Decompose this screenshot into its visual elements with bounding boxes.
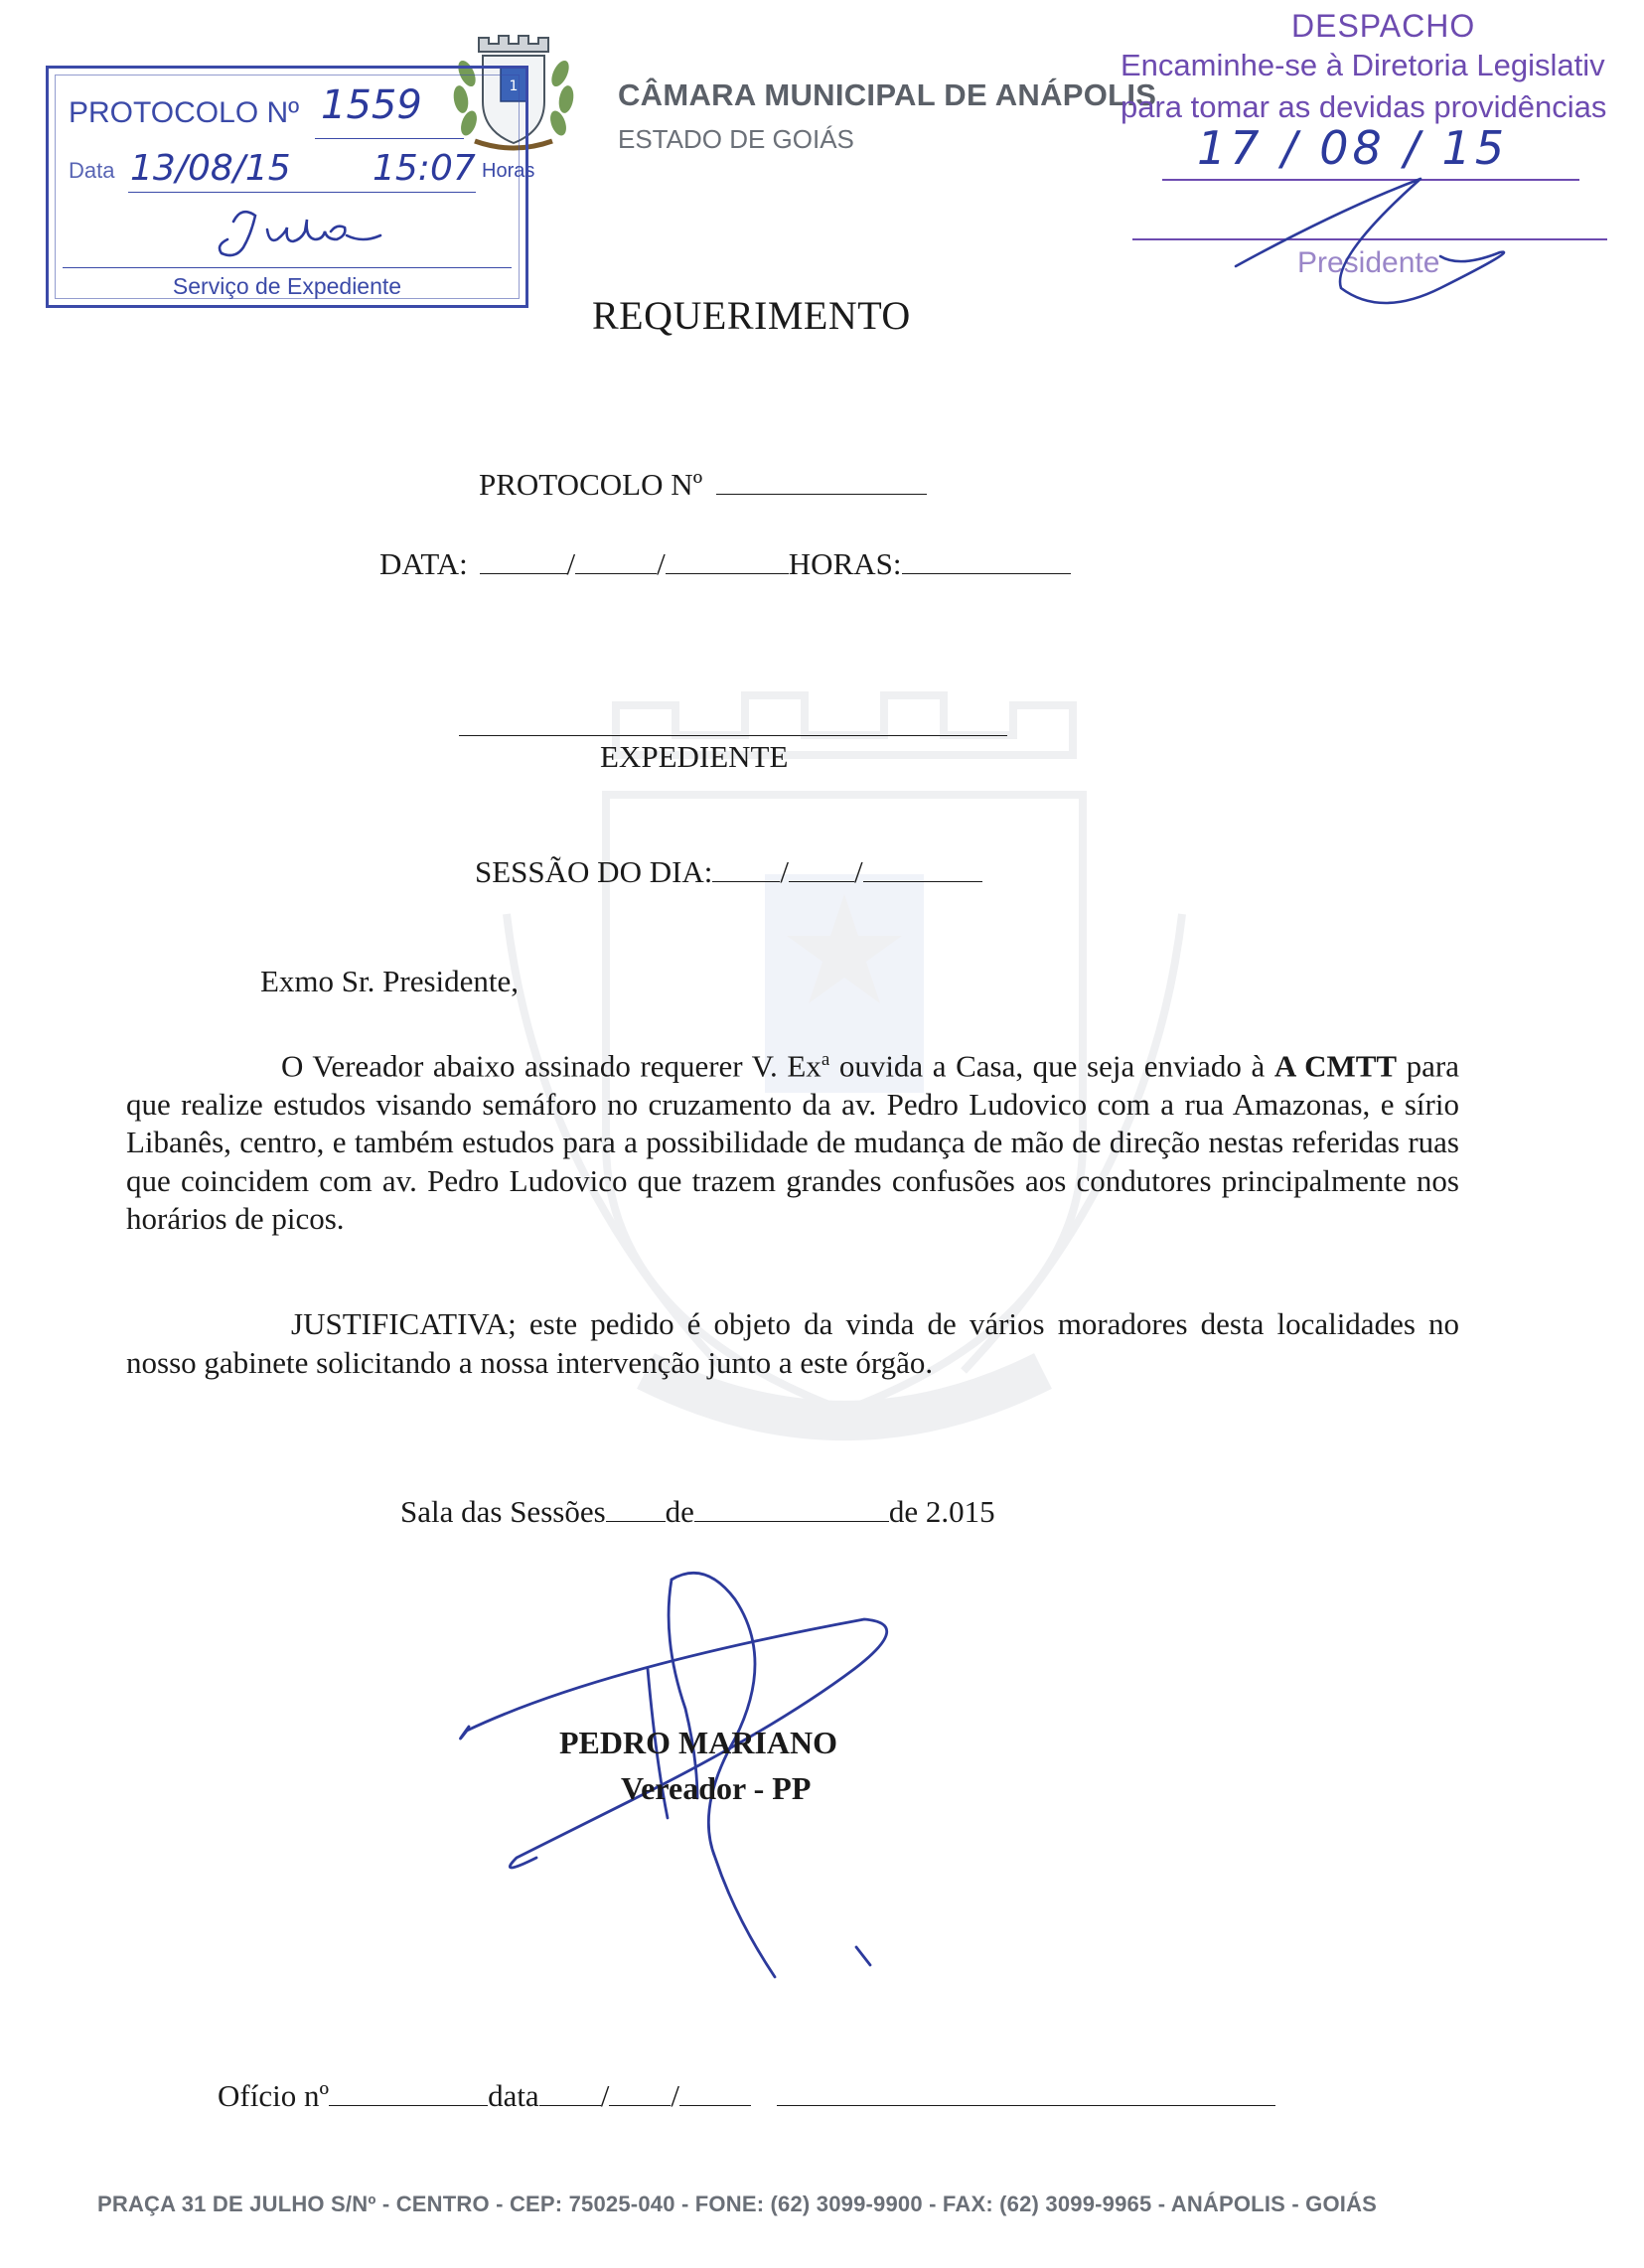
date-hours-field: DATA: / / HORAS: xyxy=(379,546,1071,582)
stamp-time-value: 15:07 xyxy=(373,148,476,189)
stamp-signature xyxy=(198,200,436,269)
place-year: de 2.015 xyxy=(888,1494,995,1529)
protocol-stamp xyxy=(46,66,535,308)
despacho-signature xyxy=(1222,169,1520,338)
stamp-protocol-label: PROTOCOLO Nº xyxy=(69,96,300,129)
despacho-instruction-line1: Encaminhe-se à Diretoria Legislativ xyxy=(1121,48,1605,82)
request-paragraph: O Vereador abaixo assinado requerer V. Ex$^a$ ouvida a Casa, que seja enviado à A CMTT para que realize estudos visando semáforo no cruzamento da av. Pedro Ludovico com a rua Amazonas, e sírio Libanês, centro, e também estudos para a possibilidade de mudança de mão de direção nestas referidas ruas que coincidem com av. Pedro Ludovico que trazem grandes confusões aos condutores principalmente nos horários de picos. xyxy=(126,1048,1459,1237)
stamp-hours-label: Horas xyxy=(482,160,535,182)
protocol-field-blank xyxy=(716,468,927,495)
justification-paragraph: JUSTIFICATIVA; este pedido é objeto da vinda de vários moradores desta localidades no nosso gabinete solicitando a nossa intervenção junto a este órgão. xyxy=(126,1306,1459,1380)
despacho-signer-label: Presidente xyxy=(1297,246,1440,279)
signer-name: PEDRO MARIANO xyxy=(559,1725,837,1760)
protocol-field-label: PROTOCOLO Nº xyxy=(479,467,703,502)
salutation: Exmo Sr. Presidente, xyxy=(260,964,520,998)
stamp-date-label: Data xyxy=(69,158,115,183)
expediente-label: EXPEDIENTE xyxy=(600,739,789,774)
despacho-date: 17 / 08 / 15 xyxy=(1197,121,1509,175)
despacho-title: DESPACHO xyxy=(1291,8,1476,44)
signer-role: Vereador - PP xyxy=(621,1770,812,1806)
place-label: Sala das Sessões xyxy=(400,1494,606,1529)
oficio-label: Ofício nº xyxy=(218,2078,330,2113)
session-field: SESSÃO DO DIA: / / xyxy=(475,854,982,890)
protocol-field xyxy=(479,467,927,503)
stamp-footer: Serviço de Expediente xyxy=(172,273,402,299)
stamp-date-value: 13/08/15 xyxy=(130,148,291,189)
oficio-date-label: data xyxy=(488,2078,539,2113)
hours-field-label: HORAS: xyxy=(788,546,902,581)
session-field-label: SESSÃO DO DIA: xyxy=(475,854,713,889)
organization-state: ESTADO DE GOIÁS xyxy=(618,124,854,154)
document-title: REQUERIMENTO xyxy=(592,293,911,338)
stamp-protocol-number: 1559 xyxy=(321,82,422,128)
oficio-signature-blank xyxy=(777,2079,1275,2106)
oficio-field: Ofício nº data / / xyxy=(218,2078,1275,2114)
recipient-cmtt: A CMTT xyxy=(1273,1048,1398,1084)
footer-address: PRAÇA 31 DE JULHO S/Nº - CENTRO - CEP: 75025-040 - FONE: (62) 3099-9900 - FAX: (62) 3099-9965 - ANÁPOLIS - GOIÁS xyxy=(97,2192,1378,2216)
date-field-label: DATA: xyxy=(379,546,468,581)
expediente-rule xyxy=(459,735,1007,736)
svg-text:1: 1 xyxy=(509,78,519,94)
organization-name: CÂMARA MUNICIPAL DE ANÁPOLIS xyxy=(618,77,1157,112)
session-place-line: Sala das Sessões de de 2.015 xyxy=(400,1494,995,1529)
despacho-instruction-line2: para tomar as devidas providências xyxy=(1121,89,1607,124)
